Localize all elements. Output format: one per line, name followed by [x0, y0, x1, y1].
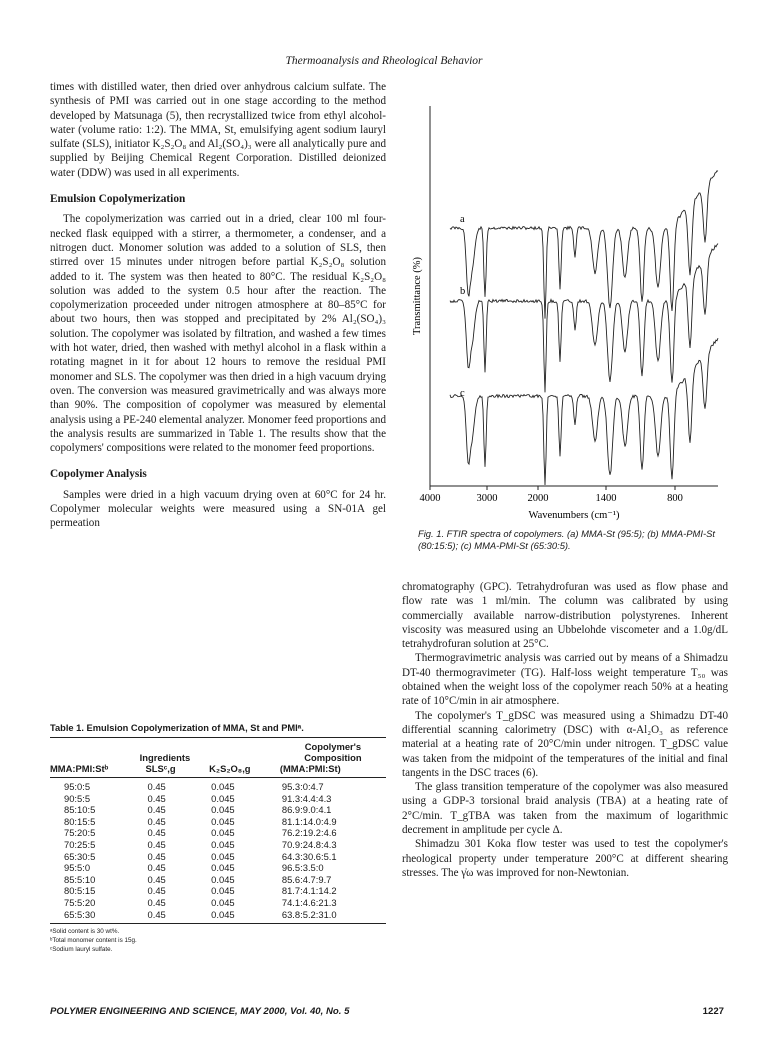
paragraph-emulsion: The copolymerization was carried out in a dried, clear 100 ml four-necked flask equipped with a stirrer, a thermometer, a condenser, and a nitrogen duct. Monomer solution was added to a solution of SLS, then stirred over 15 minutes under nitrogen before partial K₂S₂O₈ solution added to it. The system was then heated to 80°C. The residual K₂S₂O₈ solution was added to the system 0.5 hour after the reaction. The copolymerization proceeded under nitrogen atmosphere at 80–85°C for about two hours, then was stopped and precipitated by 2% Al₂(SO₄)₃ solution. The copolymer was isolated by filtration, and washed a few times with hot water, dried, then washed with methyl alcohol in a flask within a rotating magnet in it for about 12 hours to remove the residual PMI monomer and SLS. The copolymer was then dried in a high vacuum drying oven. The conversion was measured gravimetrically and was always more than 90%. The composition of copolymer was measured by elemental analysis using a PE-240 elemental analyzer. Monomer feed proportions and the analysis results are summarized in Table 1. The results show that the copolymers' compositions were related to the monomer feed proportions. [50, 213, 386, 455]
table-cell: 96.5:3.5:0 [281, 862, 324, 874]
running-head: Thermoanalysis and Rheological Behavior [285, 55, 483, 67]
table-cell: 0.045 [211, 804, 235, 816]
heading-copolymer-analysis: Copolymer Analysis [50, 468, 147, 481]
table-cell: 0.045 [211, 862, 235, 874]
table-caption: Table 1. Emulsion Copolymerization of MMA, St and PMIᵃ. [50, 723, 304, 733]
x-tick-label: 4000 [419, 493, 441, 504]
table-row [50, 816, 386, 828]
paragraph-tba: The glass transition temperature of the copolymer was also measured using a GDP-3 torsional braid analysis (TBA) at a heating rate of 2°C/min. T_gTBA was taken from the maximum of logarithmic decrement in amplitude per cycle Δ. [402, 781, 728, 837]
paragraph-tg: Thermogravimetric analysis was carried out by means of a Shimadzu DT-40 thermogravimeter (TG). Half-loss weight temperature T₅₀ was obtained when the weight loss of the copolymer reach 50% at a heating rate of 10°C/min in air atmosphere. [402, 652, 728, 708]
table-note-a: ᵃSolid content is 30 wt%. [50, 928, 120, 936]
table-cell: 90:5:5 [64, 792, 91, 804]
table-cell: 95.3:0:4.7 [281, 781, 324, 792]
footer-journal: POLYMER ENGINEERING AND SCIENCE, MAY 2000, Vol. 40, No. 5 [50, 1006, 350, 1017]
paragraph-gpc: chromatography (GPC). Tetrahydrofuran was used as flow phase and flow rate was 1 ml/min. The column was calibrated by using commercially available narrow-distribution polystyrenes. Inherent viscosity was measured using an Ubbelohde viscometer and a 1.0g/dL tetrahydrofuran solution at 25°C. [402, 581, 728, 651]
table-cell: 0.45 [147, 815, 166, 827]
table-cell: 0.045 [211, 908, 235, 920]
table-cell: 86.9:9.0:4.1 [281, 804, 332, 816]
table-cell: 0.45 [147, 850, 166, 862]
intro-paragraph: times with distilled water, then dried over anhydrous calcium sulfate. The synthesis of PMI was carried out in one stage according to the method developed by Matsunaga (5), then recrystallized twice from ethyl alcohol-water (volume ratio: 1:2). The MMA, St, emulsifying agent sodium lauryl sulfate (SLS), initiator K₂S₂O₈ and Al₂(SO₄)₃ were all analytically pure and supplied by Beijing Chemical Regent Corporation. Distilled deionized water (DDW) was used in all experiments. [50, 81, 386, 179]
table-1-grid [50, 737, 386, 924]
table-row [50, 909, 386, 924]
figure-1 [410, 96, 730, 536]
table-cell: 0.045 [211, 873, 235, 885]
table-cell: 0.45 [147, 873, 166, 885]
table-row [50, 793, 386, 805]
table-cell: 65:30:5 [64, 850, 96, 862]
curve-label-b: b [460, 286, 466, 297]
table-cell: 0.45 [147, 838, 166, 850]
table-cell: 0.45 [147, 827, 166, 839]
table-row [50, 804, 386, 816]
table-row [50, 827, 386, 839]
table-cell: 64.3:30.6:5.1 [281, 850, 337, 862]
table-cell: 76.2:19.2:4.6 [281, 827, 337, 839]
table-note-c: ᶜSodium lauryl sulfate. [50, 946, 113, 954]
x-tick-label: 800 [667, 493, 683, 504]
table-row [50, 851, 386, 863]
table-cell: 95:5:0 [64, 862, 91, 874]
x-tick-label: 3000 [476, 493, 498, 504]
table-cell: 81.1:14.0:4.9 [281, 815, 337, 827]
table-row [50, 874, 386, 886]
table-cell: 63.8:5.2:31.0 [281, 908, 337, 920]
page-number: 1227 [702, 1006, 724, 1017]
spectrum-curve-a [450, 171, 718, 319]
table-row [50, 897, 386, 909]
paragraph-analysis: Samples were dried in a high vacuum drying oven at 60°C for 24 hr. Copolymer molecular weights were measured using a SN-01A gel permeation [50, 488, 386, 530]
table-cell: 0.45 [147, 792, 166, 804]
table-cell: 0.45 [147, 781, 166, 792]
right-column [402, 580, 728, 880]
spectrum-curve-b [450, 244, 718, 393]
table-header-k2s2o8: K₂S₂O₈,g [209, 763, 251, 774]
table-cell: 85.6:4.7:9.7 [281, 873, 332, 885]
table-cell: 75:5:20 [64, 896, 96, 908]
table-cell: 85:10:5 [64, 804, 96, 816]
table-cell: 81.7:4.1:14.2 [281, 885, 337, 897]
table-cell: 0.045 [211, 827, 235, 839]
table-cell: 0.045 [211, 838, 235, 850]
table-header-sls: SLSᶜ,g [145, 763, 176, 774]
paragraph-dsc: The copolymer's T_gDSC was measured using a Shimadzu DT-40 differential scanning calorimetry (DSC) with α-Al₂O₃ as reference material at a heating rate of 20°C/min under nitrogen. T_gDSC value was taken from the midpoint of the temperatures of the initial and final tangents in the DSC traces (6). [402, 709, 728, 779]
x-ticks [430, 486, 675, 490]
table-row [50, 885, 386, 897]
table-cell: 74.1:4.6:21.3 [281, 896, 337, 908]
table-row [50, 839, 386, 851]
table-cell: 70:25:5 [64, 838, 96, 850]
table-cell: 80:5:15 [64, 885, 96, 897]
table-cell: 0.045 [211, 815, 235, 827]
paragraph-koka: Shimadzu 301 Koka flow tester was used to test the copolymer's rheological property under temperature 200°C at different shearing stresses. The γ̇ω was improved for non-Newtonian. [402, 838, 728, 879]
curve-label-c: c [460, 388, 465, 399]
table-cell: 0.045 [211, 896, 235, 908]
table-cell: 0.045 [211, 850, 235, 862]
table-body [50, 778, 386, 924]
table-cell: 0.45 [147, 804, 166, 816]
table-cell: 0.45 [147, 896, 166, 908]
table-1 [50, 723, 386, 954]
y-axis-label: Transmittance (%) [412, 256, 423, 336]
x-tick-label: 2000 [527, 493, 549, 504]
x-tick-label: 1400 [595, 493, 617, 504]
table-cell: 65:5:30 [64, 908, 96, 920]
curve-label-a: a [460, 214, 465, 225]
table-header-feed: MMA:PMI:Stᵇ [50, 763, 109, 774]
table-cell: 0.45 [147, 908, 166, 920]
table-cell: 0.045 [211, 792, 235, 804]
table-cell: 70.9:24.8:4.3 [281, 838, 337, 850]
table-cell: 0.045 [211, 885, 235, 897]
left-column [50, 80, 386, 531]
table-note-b: ᵇTotal monomer content is 15g. [50, 937, 137, 945]
table-cell: 0.45 [147, 862, 166, 874]
table-group-composition: Copolymer's Composition [304, 741, 362, 763]
table-cell: 0.045 [211, 781, 235, 792]
table-cell: 0.45 [147, 885, 166, 897]
table-group-ingredients: Ingredients [139, 752, 191, 763]
table-header-composition: (MMA:PMI:St) [279, 763, 341, 774]
table-cell: 85:5:10 [64, 873, 96, 885]
ftir-spectra-plot [410, 96, 730, 536]
table-row [50, 862, 386, 874]
table-row [50, 778, 386, 793]
table-cell: 80:15:5 [64, 815, 96, 827]
heading-emulsion-copolymerization: Emulsion Copolymerization [50, 193, 186, 206]
table-cell: 95:0:5 [64, 781, 91, 792]
spectrum-curve-c [450, 338, 718, 485]
table-cell: 91.3:4.4:4.3 [281, 792, 332, 804]
x-axis-label: Wavenumbers (cm⁻¹) [528, 510, 620, 521]
table-notes [50, 927, 386, 954]
table-cell: 75:20:5 [64, 827, 96, 839]
figure-caption: Fig. 1. FTIR spectra of copolymers. (a) MMA-St (95:5); (b) MMA-PMI-St (80:15:5); (c) MMA-PMI-St (65:30:5). [418, 528, 715, 551]
